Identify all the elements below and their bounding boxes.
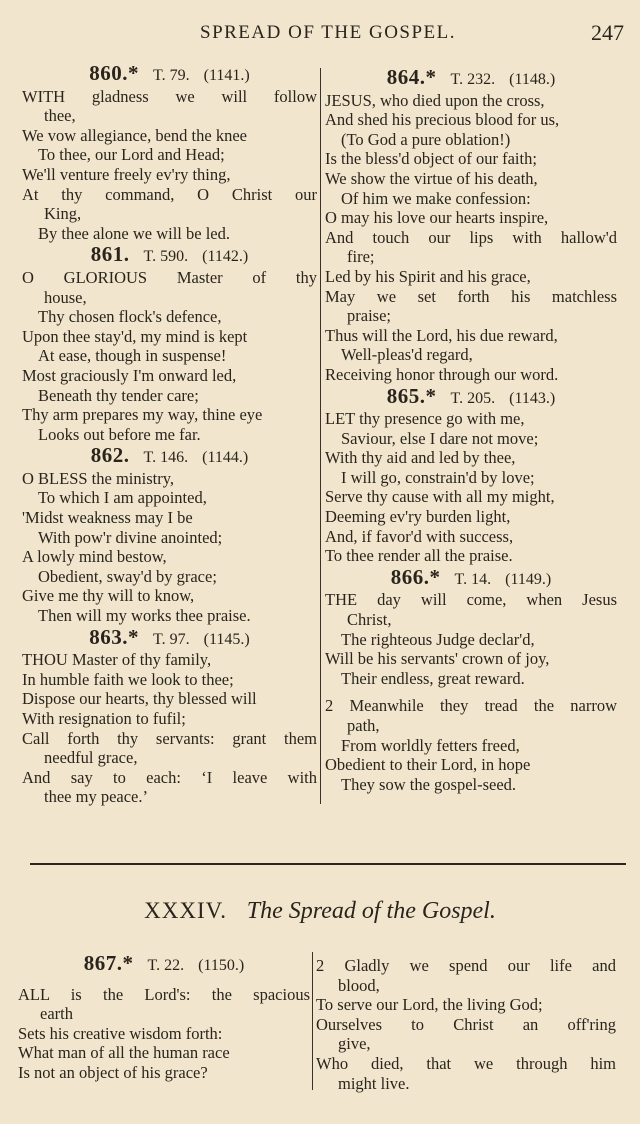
hymn-line: I will go, constrain'd by love; — [341, 467, 535, 487]
tune-number: T. 22. — [147, 957, 185, 974]
hymn-line: Receiving honor through our word. — [325, 364, 559, 384]
tune-number: T. 79. — [153, 67, 190, 84]
tune-number: T. 205. — [450, 389, 496, 407]
running-header — [0, 22, 640, 52]
hymn-line: Give me thy will to know, — [22, 586, 195, 606]
hymn-line: Dispose our hearts, thy blessed will — [22, 689, 257, 709]
hymn-line: With pow'r divine anointed; — [38, 527, 223, 547]
hymn-line: Obedient to their Lord, in hope — [325, 755, 531, 775]
hymn-line: Thus will the Lord, his due reward, — [325, 325, 558, 345]
hymn-line: And say to each: ‘I leave with — [22, 767, 317, 787]
hymn-line: Thy arm prepares my way, thine eye — [22, 405, 263, 425]
hymn-line: By thee alone we will be led. — [38, 223, 230, 243]
bottom-left-column — [18, 952, 310, 1083]
hymn-line: LET thy presence go with me, — [325, 409, 525, 429]
hymn-line: Thy chosen flock's defence, — [38, 307, 222, 327]
hymn-line: Upon thee stay'd, my mind is kept — [22, 326, 248, 346]
hymn-line: We vow allegiance, bend the knee — [22, 125, 247, 145]
hymn-line: Sets his creative wisdom forth: — [18, 1023, 223, 1043]
hymn-heading — [22, 61, 317, 86]
hymn-line: And, if favor'd with success, — [325, 526, 514, 546]
hymn-line: Is not an object of his grace? — [18, 1062, 208, 1082]
hymn-line: 'Midst weakness may I be — [22, 508, 193, 528]
hymn-line: O GLORIOUS Master of thy — [22, 267, 317, 287]
hymn-line: At thy command, O Christ our — [22, 184, 317, 204]
hymn-line: Of him we make confession: — [341, 188, 531, 208]
hymn-line: 2 Meanwhile they tread the narrow — [325, 696, 617, 716]
hymn-heading — [325, 564, 617, 590]
hymn-line: In humble faith we look to thee; — [22, 669, 234, 689]
hymn-line: Well-pleas'd regard, — [341, 345, 473, 365]
hymn-line: earth — [40, 1004, 73, 1024]
hymn-line: To thee render all the praise. — [325, 546, 513, 566]
hymn-block — [22, 624, 317, 807]
hymn-line: Who died, that we through him — [316, 1053, 616, 1073]
hymn-line: To which I am appointed, — [38, 488, 207, 508]
hymn-line: Christ, — [347, 610, 392, 630]
hymn-line: Serve thy cause with all my might, — [325, 487, 555, 507]
hymn-number: 865.* — [386, 383, 437, 408]
hymn-reference: (1143.) — [509, 389, 556, 407]
hymn-line: THE day will come, when Jesus — [325, 590, 617, 610]
hymn-line: (To God a pure oblation!) — [341, 129, 511, 149]
hymn-line: WITH gladness we will follow — [22, 86, 317, 106]
hymn-block — [22, 61, 317, 243]
hymn-line: What man of all the human race — [18, 1043, 230, 1063]
hymn-line: praise; — [347, 306, 391, 326]
hymn-line: Then will my works thee praise. — [38, 606, 251, 626]
hymn-line: May we set forth his matchless — [325, 286, 617, 306]
hymn-line: house, — [44, 287, 87, 307]
hymn-number: 864.* — [386, 65, 437, 89]
hymn-line: O may his love our hearts inspire, — [325, 208, 549, 228]
section-title: The Spread of the Gospel. — [246, 898, 496, 924]
hymn-block — [325, 564, 617, 795]
hymn-line: thee my peace.’ — [44, 787, 148, 807]
hymn-line: Will be his servants' crown of joy, — [325, 649, 550, 669]
hymn-heading — [325, 65, 617, 90]
bottom-right-column — [316, 956, 616, 1093]
verse-block — [316, 956, 616, 1093]
tune-number: T. 146. — [143, 449, 189, 467]
hymn-number: 867.* — [83, 951, 134, 975]
hymn-line: They sow the gospel-seed. — [341, 774, 517, 794]
hymn-line: JESUS, who died upon the cross, — [325, 90, 545, 110]
hymn-line: Ourselves to Christ an off'ring — [316, 1014, 616, 1034]
bottom-column-divider — [312, 952, 313, 1090]
hymn-line: Looks out before me far. — [38, 424, 201, 444]
hymn-number: 866.* — [390, 564, 441, 589]
hymn-line: O BLESS the ministry, — [22, 468, 175, 488]
hymn-line: might live. — [338, 1073, 410, 1093]
hymn-line: We'll venture freely ev'ry thing, — [22, 164, 231, 184]
hymn-line: Led by his Spirit and his grace, — [325, 266, 531, 286]
hymn-line: With resignation to fufil; — [22, 709, 186, 728]
hymn-line: With thy aid and led by thee, — [325, 448, 516, 468]
hymn-reference: (1141.) — [203, 67, 250, 84]
hymn-line: Deeming ev'ry burden light, — [325, 507, 511, 527]
section-rule — [30, 863, 626, 865]
hymn-heading — [18, 951, 310, 976]
column-divider — [320, 68, 321, 804]
hymn-line: needful grace, — [44, 748, 138, 768]
hymn-line: Most graciously I'm onward led, — [22, 365, 237, 385]
hymn-line: 2 Gladly we spend our life and — [316, 956, 616, 975]
hymn-line: thee, — [44, 106, 76, 126]
hymn-line: A lowly mind bestow, — [22, 547, 167, 567]
hymn-line: To thee, our Lord and Head; — [38, 145, 225, 165]
hymn-line: We show the virtue of his death, — [325, 168, 538, 188]
page-number: 247 — [591, 20, 624, 45]
hymn-line: To serve our Lord, the living God; — [316, 995, 543, 1015]
hymn-line: At ease, though in suspense! — [38, 346, 227, 366]
hymn-line: blood, — [338, 975, 380, 995]
hymn-reference: (1148.) — [509, 71, 556, 88]
hymn-line: fire; — [347, 247, 375, 267]
hymn-line: THOU Master of thy family, — [22, 650, 212, 670]
tune-number: T. 232. — [450, 71, 496, 88]
running-title: SPREAD OF THE GOSPEL. — [200, 22, 457, 43]
hymn-line: From worldly fetters freed, — [341, 735, 520, 755]
heading-space — [18, 977, 310, 985]
hymn-block — [18, 951, 310, 1083]
hymn-block — [22, 443, 317, 626]
hymn-block — [325, 383, 617, 566]
right-column — [325, 66, 617, 794]
hymn-line: ALL is the Lord's: the spacious — [18, 984, 310, 1004]
hymn-line: path, — [347, 716, 380, 735]
hymn-block — [22, 242, 317, 444]
hymn-line: And touch our lips with hallow'd — [325, 227, 617, 247]
hymn-number: 863.* — [89, 624, 140, 649]
hymn-heading — [22, 242, 317, 267]
hymn-line: Is the bless'd object of our faith; — [325, 149, 537, 169]
tune-number: T. 97. — [153, 630, 190, 648]
hymn-line: The righteous Judge declar'd, — [341, 629, 535, 649]
hymn-number: 861. — [90, 242, 130, 267]
hymn-line: King, — [44, 204, 82, 224]
hymn-reference: (1149.) — [505, 570, 552, 588]
hymn-line: Call forth thy servants: grant them — [22, 728, 317, 748]
hymn-reference: (1145.) — [203, 630, 250, 648]
left-column — [22, 62, 317, 807]
tune-number: T. 14. — [454, 570, 492, 588]
hymn-line: Saviour, else I dare not move; — [341, 428, 539, 448]
hymn-line: Beneath thy tender care; — [38, 385, 199, 405]
hymn-heading — [22, 624, 317, 650]
hymn-reference: (1150.) — [198, 957, 245, 974]
hymn-line: Obedient, sway'd by grace; — [38, 566, 217, 586]
hymn-line: give, — [338, 1034, 371, 1054]
hymn-heading — [22, 443, 317, 468]
hymn-line: Their endless, great reward. — [341, 668, 525, 688]
hymn-reference: (1144.) — [202, 449, 249, 467]
hymn-line: And shed his precious blood for us, — [325, 110, 560, 130]
section-number: XXXIV. — [144, 898, 228, 923]
hymn-reference: (1142.) — [202, 248, 249, 266]
tune-number: T. 590. — [143, 248, 189, 266]
hymn-number: 860.* — [89, 61, 140, 85]
hymn-heading — [325, 383, 617, 409]
section-heading — [0, 898, 640, 925]
hymn-number: 862. — [90, 443, 130, 468]
hymn-block — [325, 65, 617, 385]
